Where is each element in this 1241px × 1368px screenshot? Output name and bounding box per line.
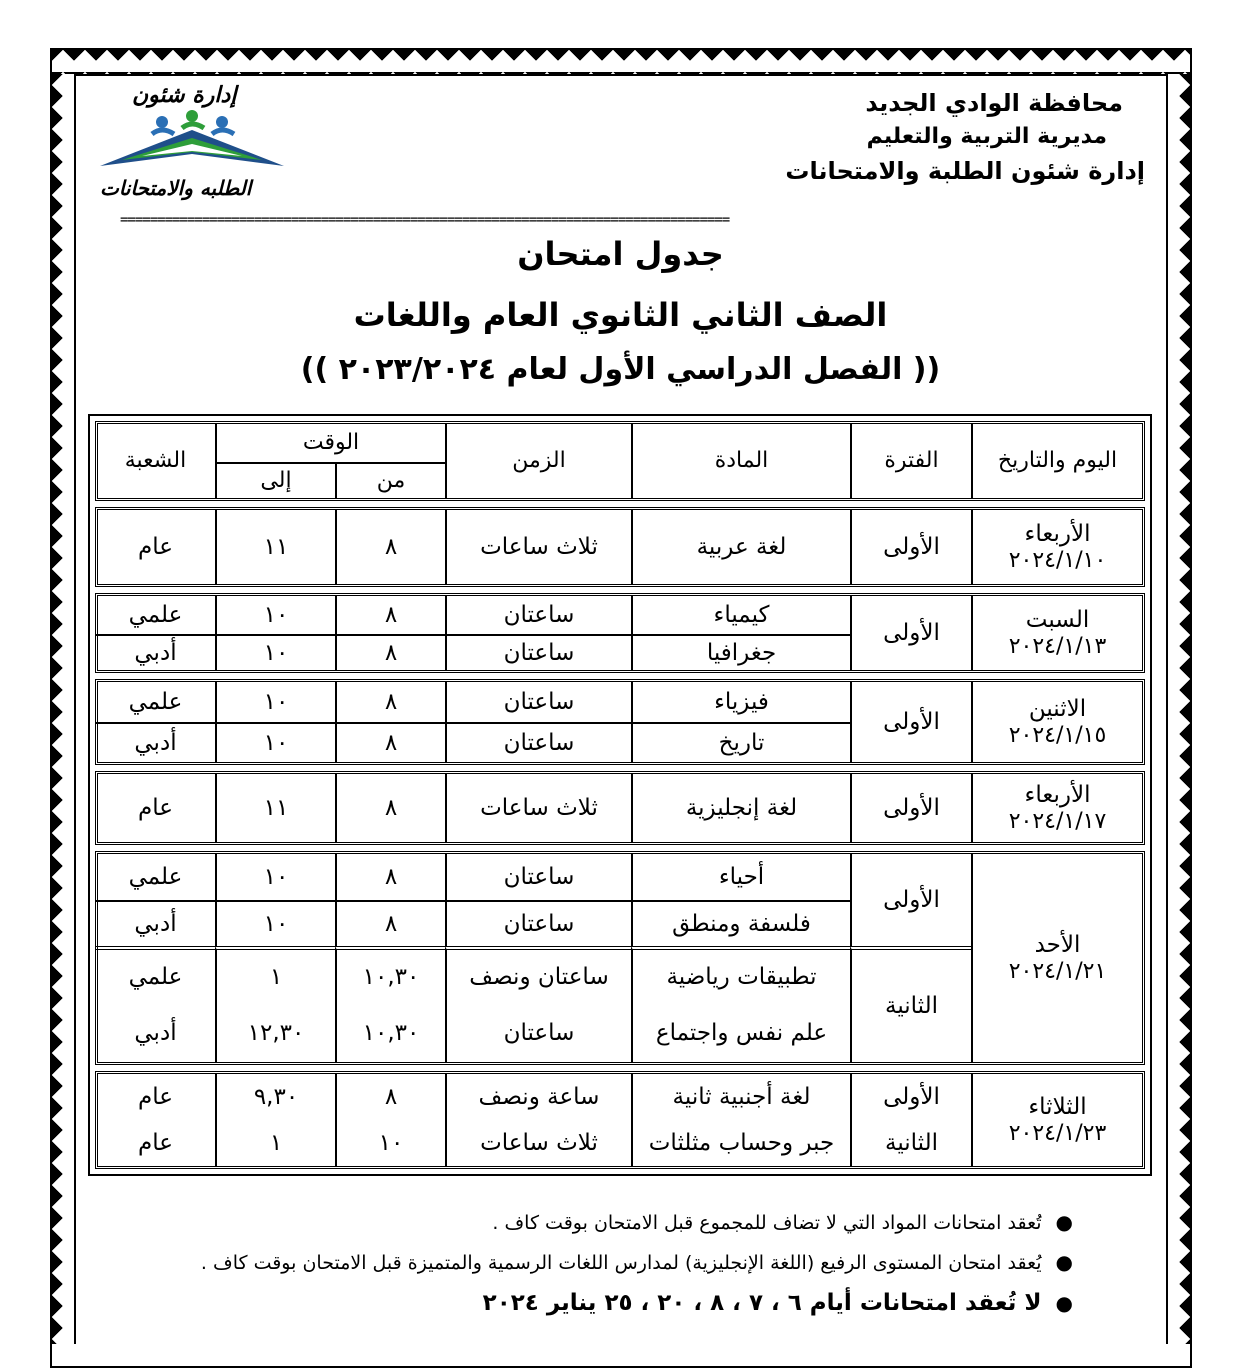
inner-border-top [74, 74, 1168, 76]
duration-cell: ساعتان [445, 1004, 631, 1062]
directorate-name: مديرية التربية والتعليم [866, 124, 1107, 149]
subject-cell: أحياء [631, 854, 850, 900]
header-period: الفترة [850, 424, 971, 498]
subject-cell: لغة عربية [631, 510, 850, 584]
header-branch: الشعبة [124, 448, 187, 474]
from-cell: ١٠,٣٠ [335, 946, 445, 1004]
to-cell: ١٠ [215, 900, 335, 946]
day-name: الثلاثاء [1028, 1094, 1087, 1121]
day-name: الاثنين [1028, 696, 1087, 723]
subject-cell: تاريخ [631, 722, 850, 762]
duration-cell: ساعتان [445, 854, 631, 900]
header-day: اليوم والتاريخ [971, 424, 1142, 498]
table-header [95, 421, 1145, 501]
to-cell: ١٠ [215, 596, 335, 634]
branch-cell: عام [138, 794, 173, 821]
to-cell: ١٠ [215, 634, 335, 670]
grade-title: الصف الثاني الثانوي العام واللغات [353, 296, 888, 334]
day-date: ٢٠٢٤/١/١٣ [1008, 633, 1107, 659]
to-cell: ١٠ [215, 722, 335, 762]
subject-cell: علم نفس واجتماع [631, 1004, 850, 1062]
logo-top-caption: إدارة شئون [132, 82, 237, 108]
department-logo [92, 80, 297, 210]
duration-cell: ثلاث ساعات [445, 1120, 631, 1166]
table-row [95, 851, 1145, 1065]
note-text: يُعقد امتحان المستوى الرفيع (اللغة الإنجليزية) لمدارس اللغات الرسمية والمتميزة قبل الامتحان بوقت كاف . [200, 1252, 1042, 1274]
day-date: ٢٠٢٤/١/٢١ [1008, 958, 1107, 984]
schedule-title: جدول امتحان [517, 235, 724, 273]
branch-cell: عام [138, 533, 173, 560]
bullet-icon: ● [1055, 1250, 1073, 1274]
note-text: لا تُعقد امتحانات أيام ٦ ، ٧ ، ٨ ، ٢٠ ، ٢٥ يناير ٢٠٢٤ [482, 1290, 1042, 1316]
duration-cell: ساعتان [445, 682, 631, 722]
exam-schedule-table [88, 414, 1152, 1176]
day-cell [971, 854, 1142, 1062]
from-cell: ١٠,٣٠ [335, 1004, 445, 1062]
header-from: من [335, 462, 445, 498]
from-cell: ٨ [335, 900, 445, 946]
day-name: الأربعاء [1024, 521, 1091, 548]
list-item [93, 1290, 1073, 1316]
branch-cell: علمي [128, 688, 183, 715]
duration-cell: ساعتان [445, 596, 631, 634]
border-zigzag-top [52, 50, 1190, 74]
letterhead [765, 86, 1145, 188]
period-cell: الثانية [850, 946, 971, 1062]
to-cell: ٩,٣٠ [215, 1074, 335, 1120]
from-cell: ٨ [335, 1074, 445, 1120]
branch-cell: أدبي [96, 900, 215, 946]
list-item [93, 1250, 1073, 1274]
day-name: السبت [1025, 607, 1090, 634]
bullet-icon: ● [1055, 1291, 1073, 1315]
subject-cell: لغة إنجليزية [631, 774, 850, 842]
day-date: ٢٠٢٤/١/٢٣ [1008, 1120, 1107, 1146]
duration-cell: ساعتان [445, 900, 631, 946]
to-cell: ١١ [215, 510, 335, 584]
bullet-icon: ● [1055, 1210, 1073, 1234]
subject-cell: فلسفة ومنطق [631, 900, 850, 946]
header-duration: الزمن [445, 424, 631, 498]
notes-list [93, 1210, 1073, 1332]
subject-cell: لغة أجنبية ثانية [631, 1074, 850, 1120]
separator-line: ================================================================================== [120, 212, 730, 228]
from-cell: ١٠ [335, 1120, 445, 1166]
period-cell: الأولى [850, 510, 971, 584]
period-cell: الأولى [850, 596, 971, 670]
subject-cell: تطبيقات رياضية [631, 946, 850, 1004]
branch-cell: علمي [128, 601, 183, 628]
from-cell: ٨ [335, 596, 445, 634]
period-cell: الأولى [850, 1074, 971, 1120]
duration-cell: ساعتان ونصف [445, 946, 631, 1004]
table-row [95, 771, 1145, 845]
duration-cell: ثلاث ساعات [445, 774, 631, 842]
table-row [95, 1071, 1145, 1169]
day-cell [971, 682, 1142, 762]
from-cell: ٨ [335, 634, 445, 670]
day-cell [971, 774, 1142, 842]
note-text: تُعقد امتحانات المواد التي لا تضاف للمجموع قبل الامتحان بوقت كاف . [492, 1212, 1042, 1234]
table-row [95, 593, 1145, 673]
branch-cell: عام [138, 1083, 173, 1110]
subject-cell: جغرافيا [631, 634, 850, 670]
day-cell [971, 510, 1142, 584]
logo-bottom-caption: الطلبه والامتحانات [100, 176, 252, 200]
day-cell [971, 1074, 1142, 1166]
table-row [95, 507, 1145, 587]
duration-cell: ساعتان [445, 634, 631, 670]
from-cell: ٨ [335, 722, 445, 762]
branch-cell: علمي [128, 863, 183, 890]
subject-cell: فيزياء [631, 682, 850, 722]
header-time: الوقت [215, 424, 445, 462]
duration-cell: ثلاث ساعات [445, 510, 631, 584]
from-cell: ٨ [335, 510, 445, 584]
to-cell: ١١ [215, 774, 335, 842]
term-title: (( الفصل الدراسي الأول لعام ٢٠٢٣/٢٠٢٤ )) [300, 352, 941, 387]
from-cell: ٨ [335, 774, 445, 842]
to-cell: ١٢,٣٠ [215, 1004, 335, 1062]
day-name: الأربعاء [1024, 782, 1091, 809]
branch-cell: أدبي [96, 722, 215, 762]
open-book-icon [92, 108, 297, 178]
duration-cell: ساعة ونصف [445, 1074, 631, 1120]
branch-cell: أدبي [96, 634, 215, 670]
from-cell: ٨ [335, 854, 445, 900]
branch-cell: أدبي [134, 1019, 177, 1046]
table-row [95, 679, 1145, 765]
period-cell: الأولى [850, 774, 971, 842]
subject-cell: كيمياء [631, 596, 850, 634]
day-name: الأحد [1034, 932, 1081, 959]
to-cell: ١٠ [215, 854, 335, 900]
period-cell: الثانية [850, 1120, 971, 1166]
subject-cell: جبر وحساب مثلثات [631, 1120, 850, 1166]
from-cell: ٨ [335, 682, 445, 722]
day-date: ٢٠٢٤/١/١٠ [1008, 547, 1107, 573]
governorate-name: محافظة الوادي الجديد [865, 89, 1123, 117]
header-subject: المادة [631, 424, 850, 498]
to-cell: ١ [215, 1120, 335, 1166]
header-to: إلى [215, 462, 335, 498]
branch-cell: علمي [96, 946, 215, 1004]
duration-cell: ساعتان [445, 722, 631, 762]
day-date: ٢٠٢٤/١/١٥ [1008, 722, 1107, 748]
period-cell: الأولى [850, 854, 971, 946]
to-cell: ١٠ [215, 682, 335, 722]
day-date: ٢٠٢٤/١/١٧ [1008, 808, 1107, 834]
to-cell: ١ [215, 946, 335, 1004]
period-cell: الأولى [850, 682, 971, 762]
list-item [93, 1210, 1073, 1234]
department-name: إدارة شئون الطلبة والامتحانات [785, 157, 1145, 185]
day-cell [971, 596, 1142, 670]
branch-cell: عام [138, 1129, 173, 1156]
